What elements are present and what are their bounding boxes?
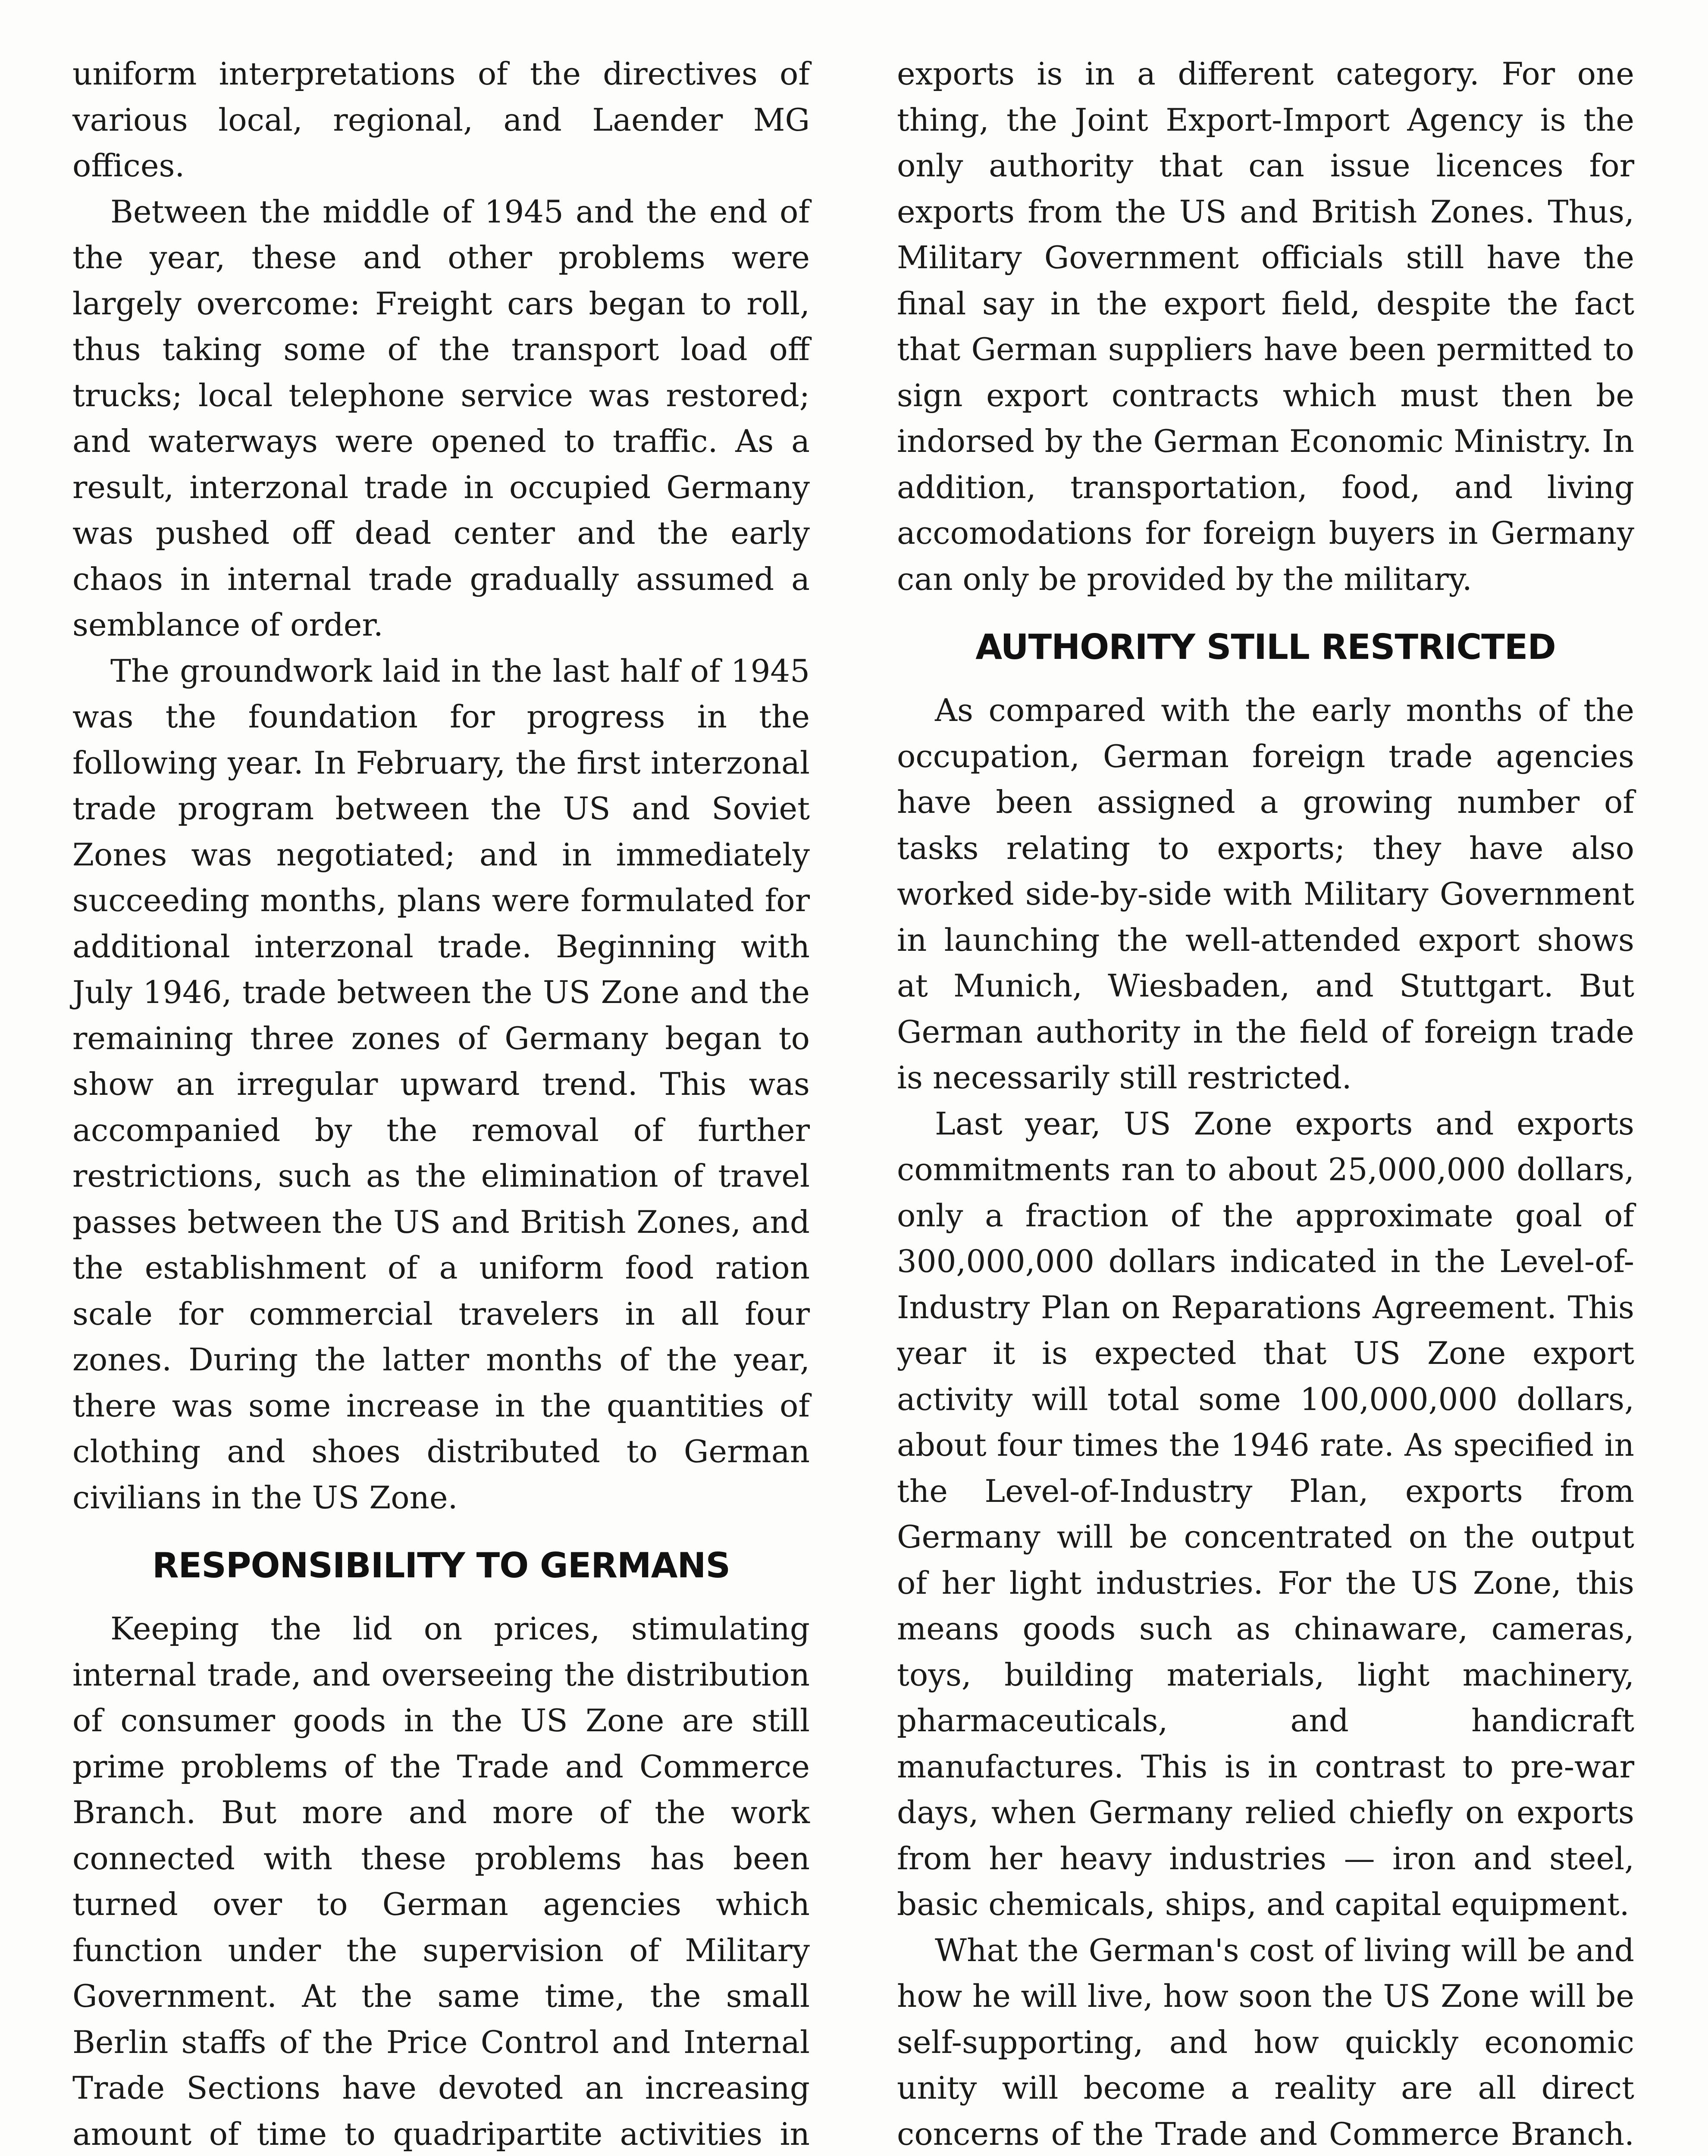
paragraph: As compared with the early months of the occupation, German foreign trade agencies have been assigned a growing number of tasks relating to exports; they have also worked side-by-side with Military Government in launching the well-attended export shows at Munich, Wiesbaden, and Stuttgart. But German authority in the field of foreign trade is necessarily still restricted. — [897, 692, 1634, 1096]
right-column — [897, 51, 1634, 2156]
paragraph: Between the middle of 1945 and the end of the year, these and other problems were largely overcome: Freight cars began to roll, thus taking some of the transport load off trucks; local telephone service was restored; and waterways were opened to traffic. As a result, interzonal trade in occupied Germany was pushed off dead center and the early chaos in internal trade gradually assumed a semblance of order. — [72, 193, 810, 643]
paragraph: What the German's cost of living will be and how he will live, how soon the US Zone will be self-supporting, and how quickly economic unity will become a reality are all direct concerns of the Trade and Commerce Branch. — [897, 1932, 1634, 2152]
paragraph: The groundwork laid in the last half of 1945 was the foundation for progress in the following year. In February, the first interzonal trade program between the US and Soviet Zones was negotiated; and in immediately succeeding months, plans were formulated for additional interzonal trade. Beginning with July 1946, trade between the US Zone and the remaining three zones of Germany began to show an irregular upward trend. This was accompanied by the removal of further restrictions, such as the elimination of travel passes between the US and British Zones, and the establishment of a uniform food ration scale for commercial travelers in all four zones. During the latter months of the year, there was some increase in the quantities of clothing and shoes distributed to German civilians in the US Zone. — [72, 652, 810, 1516]
paragraph: uniform interpretations of the directives of various local, regional, and Laender MG offices. — [72, 56, 810, 184]
section-heading: AUTHORITY STILL RESTRICTED — [975, 627, 1556, 667]
left-column — [72, 51, 810, 2156]
section-heading: RESPONSIBILITY TO GERMANS — [152, 1545, 730, 1586]
paragraph: Last year, US Zone exports and exports commitments ran to about 25,000,000 dollars, only a fraction of the approximate goal of 300,000,000 dollars indicated in the Level-of-Industry Plan on Reparations Agreement. This year it is expected that US Zone export activity will total some 100,000,000 dollars, about four times the 1946 rate. As specified in the Level-of-Industry Plan, exports from Germany will be concentrated on the output of her light industries. For the US Zone, this means goods such as chinaware, cameras, toys, building materials, light machinery, pharmaceuticals, and handicraft manufactures. This is in contrast to pre-war days, when Germany relied chiefly on exports from her heavy industries — iron and steel, basic chemicals, ships, and capital equipment. — [897, 1105, 1634, 1922]
paragraph: exports is in a different category. For one thing, the Joint Export-Import Agency is the only authority that can issue licences for exports from the US and British Zones. Thus, Military Government officials still have the final say in the export field, despite the fact that German suppliers have been permitted to sign export contracts which must then be indorsed by the German Economic Ministry. In addition, transportation, food, and living accomodations for foreign buyers in Germany can only be provided by the military. — [897, 56, 1634, 597]
paragraph: Keeping the lid on prices, stimulating internal trade, and overseeing the distribution of consumer goods in the US Zone are still prime problems of the Trade and Commerce Branch. But more and more of the work connected with these problems has been turned over to German agencies which function under the supervision of Military Government. At the same time, the small Berlin staffs of the Price Control and Internal Trade Sections have devoted an increasing amount of time to quadripartite activities in — [72, 1611, 810, 2152]
